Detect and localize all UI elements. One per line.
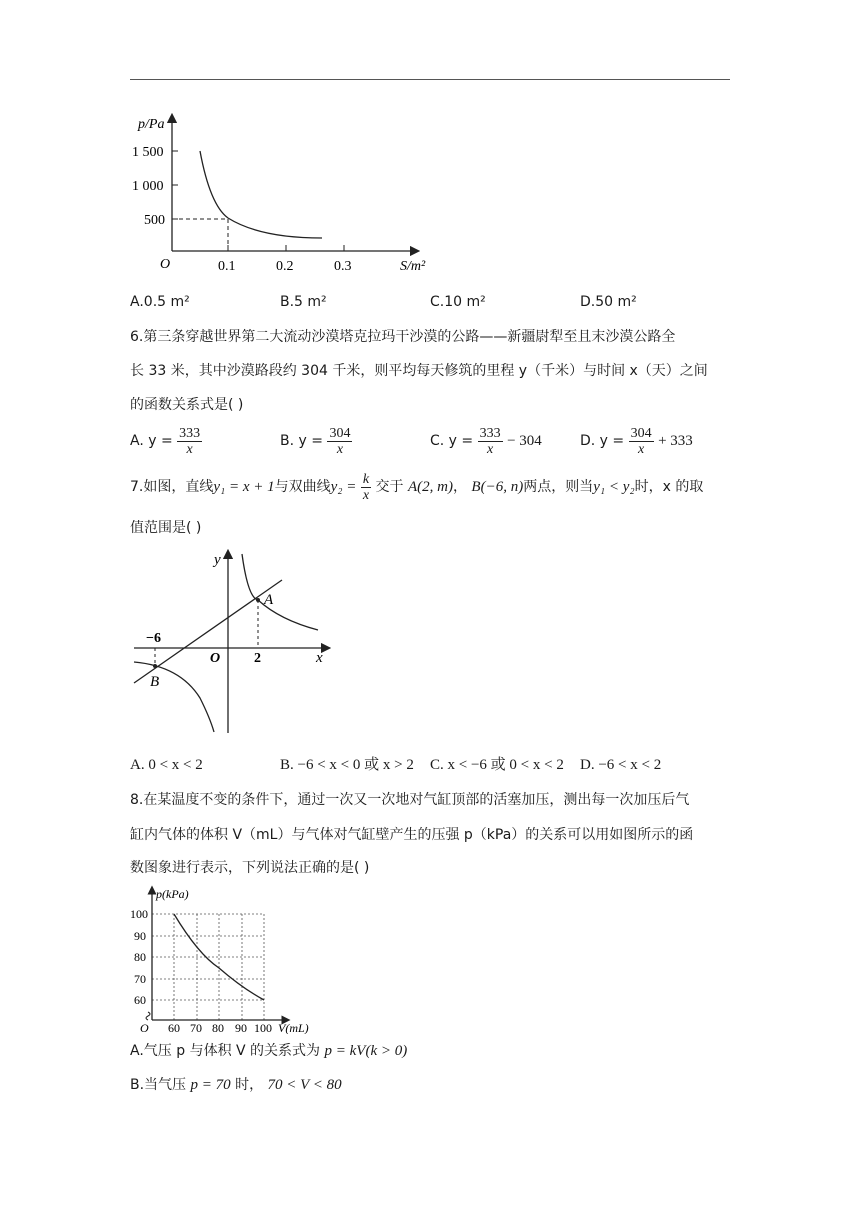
- q6-option-b-fraction: $\frac{304}{x}$: [329, 425, 351, 457]
- q8-xtick-100: 100: [254, 1021, 272, 1034]
- q6-option-d-fraction: $\frac{304}{x}$: [630, 425, 652, 457]
- header-rule: [130, 79, 730, 80]
- q7-line-hyperbola-graph: [130, 548, 340, 738]
- q5-pressure-area-graph: [130, 110, 440, 280]
- q5-xlabel: S/m²: [400, 259, 426, 274]
- q5-option-c: C.10 m²: [430, 294, 486, 310]
- q7-neg6-label: −6: [146, 631, 161, 646]
- q8-ylabel: p(kPa): [156, 887, 189, 901]
- q8-ytick-60: 60: [134, 993, 146, 1007]
- q8-xtick-60: 60: [168, 1021, 180, 1034]
- q7-stem-line2: 值范围是( ): [130, 520, 202, 536]
- q6-stem-line1: 6.第三条穿越世界第二大流动沙漠塔克拉玛干沙漠的公路——新疆尉犁至且末沙漠公路全: [130, 329, 676, 345]
- q8-ytick-100: 100: [130, 907, 148, 921]
- q5-ylabel: p/Pa: [138, 117, 165, 132]
- q6-option-d: D. y = $\frac{304}{x}$ + 333: [580, 425, 693, 457]
- q6-stem-line3: 的函数关系式是( ): [130, 397, 244, 413]
- q7-point-b-label: B: [150, 674, 160, 690]
- q8-stem-line1: 8.在某温度不变的条件下，通过一次又一次地对气缸顶部的活塞加压，测出每一次加压后气: [130, 792, 690, 808]
- q7-hyperbola-fraction: $\frac{k}{x}$: [362, 471, 370, 503]
- q8-xtick-80: 80: [212, 1021, 224, 1034]
- q5-ytick-1000: 1 000: [132, 179, 164, 194]
- q8-xtick-70: 70: [190, 1021, 202, 1034]
- q8-ytick-80: 80: [134, 950, 146, 964]
- q5-xtick-03: 0.3: [334, 259, 352, 274]
- q6-option-b: B. y = $\frac{304}{x}$: [280, 425, 351, 457]
- q5-option-d: D.50 m²: [580, 294, 637, 310]
- q5-xtick-01: 0.1: [218, 259, 236, 274]
- q7-stem-line1: 7.如图，直线y₁ = x + 1与双曲线y₂ = $\frac{k}{x}$ 交于 A(2, m)， B(−6, n)两点，则当y₁ < y₂时，x 的取: [130, 471, 704, 503]
- q7-two-label: 2: [254, 651, 261, 666]
- q6-option-a: A. y = $\frac{333}{x}$: [130, 425, 201, 457]
- q7-option-b: B. −6 < x < 0 或 x > 2: [280, 757, 414, 773]
- q5-ytick-1500: 1 500: [132, 145, 164, 160]
- q8-option-b: B.当气压 p = 70 时， 70 < V < 80: [130, 1077, 342, 1093]
- q8-ytick-90: 90: [134, 929, 146, 943]
- q5-option-b: B.5 m²: [280, 294, 327, 310]
- q8-xtick-90: 90: [235, 1021, 247, 1034]
- q7-y-axis-label: y: [214, 552, 221, 568]
- q5-xtick-02: 0.2: [276, 259, 294, 274]
- q6-stem-line2: 长 33 米，其中沙漠路段约 304 千米，则平均每天修筑的里程 y（千米）与时间 x（天）之间: [130, 363, 708, 379]
- q5-origin: O: [160, 257, 171, 272]
- q7-option-c: C. x < −6 或 0 < x < 2: [430, 757, 564, 773]
- q8-option-a: A.气压 p 与体积 V 的关系式为 p = kV(k > 0): [130, 1043, 408, 1059]
- q8-xlabel: V(mL): [278, 1021, 309, 1034]
- q6-option-a-fraction: $\frac{333}{x}$: [179, 425, 201, 457]
- q7-x-axis-label: x: [316, 650, 323, 666]
- q8-pressure-volume-graph: [128, 884, 328, 1034]
- q7-option-d: D. −6 < x < 2: [580, 757, 662, 773]
- q8-ytick-70: 70: [134, 972, 146, 986]
- q8-stem-line2: 缸内气体的体积 V（mL）与气体对气缸壁产生的压强 p（kPa）的关系可以用如图所示的函: [130, 827, 694, 843]
- q7-option-a: A. 0 < x < 2: [130, 757, 203, 773]
- q5-option-a: A.0.5 m²: [130, 294, 190, 310]
- q7-origin: O: [210, 651, 221, 666]
- q6-option-c-fraction: $\frac{333}{x}$: [479, 425, 501, 457]
- q5-ytick-500: 500: [144, 213, 165, 228]
- q8-stem-line3: 数图象进行表示，下列说法正确的是( ): [130, 860, 370, 876]
- q6-option-c: C. y = $\frac{333}{x}$ − 304: [430, 425, 542, 457]
- q7-point-a-label: A: [264, 592, 274, 608]
- q8-origin: O: [140, 1021, 149, 1034]
